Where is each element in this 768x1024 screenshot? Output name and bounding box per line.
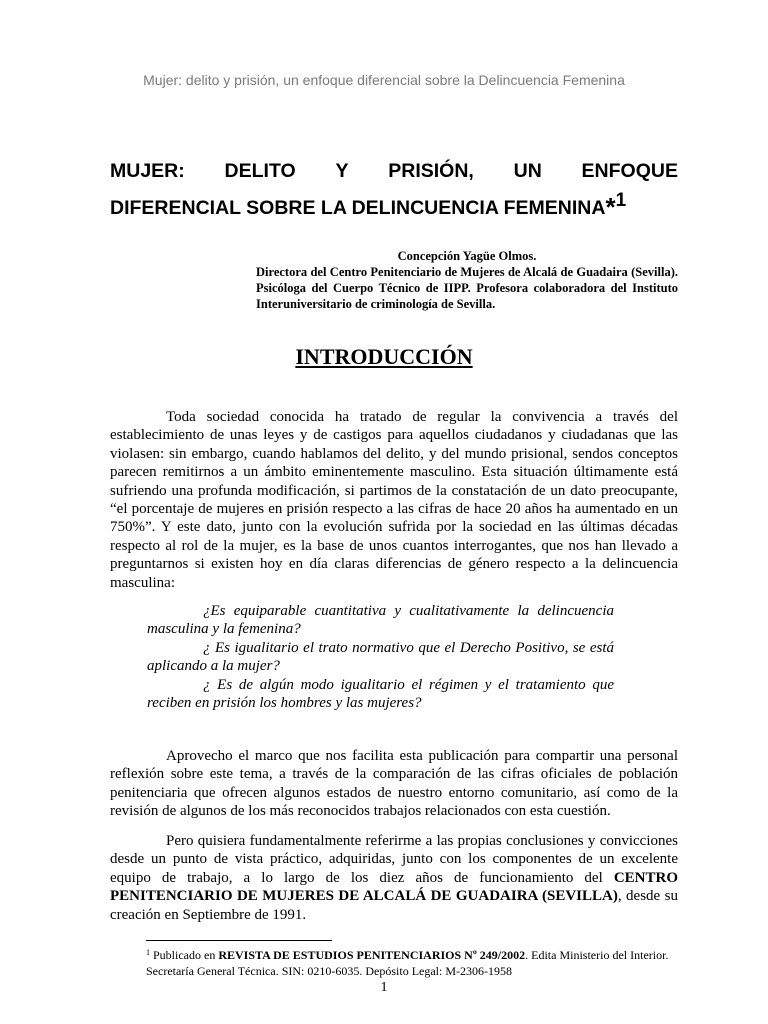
section-heading: INTRODUCCIÓN [295,344,473,369]
footnote-text-before: Publicado en [153,948,219,962]
paragraph-conclusions-lead: Pero quisiera fundamentalmente referirme a las propias conclusiones y convicciones desde un punto de vista práctico, adquiridas, junto con los componentes de un excelente equipo de trabajo, a lo largo de los diez años de funcionamiento del [110,833,678,886]
title-line-1 [110,153,678,189]
title-word: MUJER: [110,160,185,182]
question-item: ¿ Es de algún modo igualitario el régimen y el tratamiento que reciben en prisión los hombres y las mujeres? [147,676,614,712]
footnote-text-after: . Edita Ministerio del Interior. Secretaría General Técnica. SIN: 0210-6035. Depósito Legal: M-2306-1958 [146,948,669,978]
title-line-2 [110,189,678,227]
question-item: ¿Es equiparable cuantitativa y cualitativamente la delincuencia masculina y la femenina? [147,603,614,638]
title-footnote-mark[interactable]: 1 [615,190,627,211]
author-affiliation: Directora del Centro Penitenciario de Mujeres de Alcalá de Guadaira (Sevilla). Psicóloga del Cuerpo Técnico de IIPP. Profesora colaboradora del Instituto Interuniversitario de criminología de Sevilla. [256,265,678,311]
paragraph-framework: Aprovecho el marco que nos facilita esta publicación para compartir una personal reflexión sobre este tema, a través de la comparación de las cifras oficiales de población penitenciaria que ofrecen algunos estados de nuestro entorno comunitario, así como de la revisión de algunos de los más reconocidos trabajos relacionados con esta cuestión. [110,748,678,820]
footnote-mark: 1 [146,948,150,957]
author-block [256,248,678,312]
author-name: Concepción Yagüe Olmos. [397,249,537,263]
title-word: PRISIÓN, [388,160,474,182]
title-asterisk: * [605,192,616,222]
questions-list [147,602,614,712]
center-name: CENTRO PENITENCIARIO DE MUJERES DE ALCALÁ DE GUADAIRA (SEVILLA) [110,869,678,905]
footnote-divider [146,940,332,941]
page-number: 1 [380,980,388,995]
title-word: UN [513,160,542,182]
title-word: Y [335,160,349,182]
paragraph-conclusions-tail: , desde su creación en Septiembre de 1991. [110,888,678,923]
footnote [146,945,678,979]
title-word: DELITO [224,160,296,182]
paragraph-intro: Toda sociedad conocida ha tratado de regular la convivencia a través del establecimiento de unas leyes y de castigos para aquellos ciudadanos y ciudadanas que las violasen: sin embargo, cuando hablamos del delito, y del mundo prisional, sendos conceptos parecen remitirnos a un ámbito eminentemente masculino. Esta situación últimamente está sufriendo una profunda modificación, si partimos de la constatación de un dato preocupante, “el porcentaje de mujeres en prisión respecto a las cifras de hace 20 años ha aumentado en un 750%”. Y este dato, junto con la evolución sufrida por la sociedad en las últimas décadas respecto al rol de la mujer, es la base de unos cuantos interrogantes, que nos han llevado a preguntarnos si existen hoy en día claras diferencias de género respecto a la delincuencia masculina: [110,409,678,591]
title-word: ENFOQUE [581,160,678,182]
document-title [110,153,678,227]
title-line-2-text: DIFERENCIAL SOBRE LA DELINCUENCIA FEMENINA [110,197,606,219]
footnote-journal: REVISTA DE ESTUDIOS PENITENCIARIOS Nº 249/2002 [218,948,526,962]
running-header: Mujer: delito y prisión, un enfoque diferencial sobre la Delincuencia Femenina [143,72,625,88]
question-item: ¿ Es igualitario el trato normativo que el Derecho Positivo, se está aplicando a la mujer? [147,639,614,675]
paragraph-conclusions [110,832,678,924]
